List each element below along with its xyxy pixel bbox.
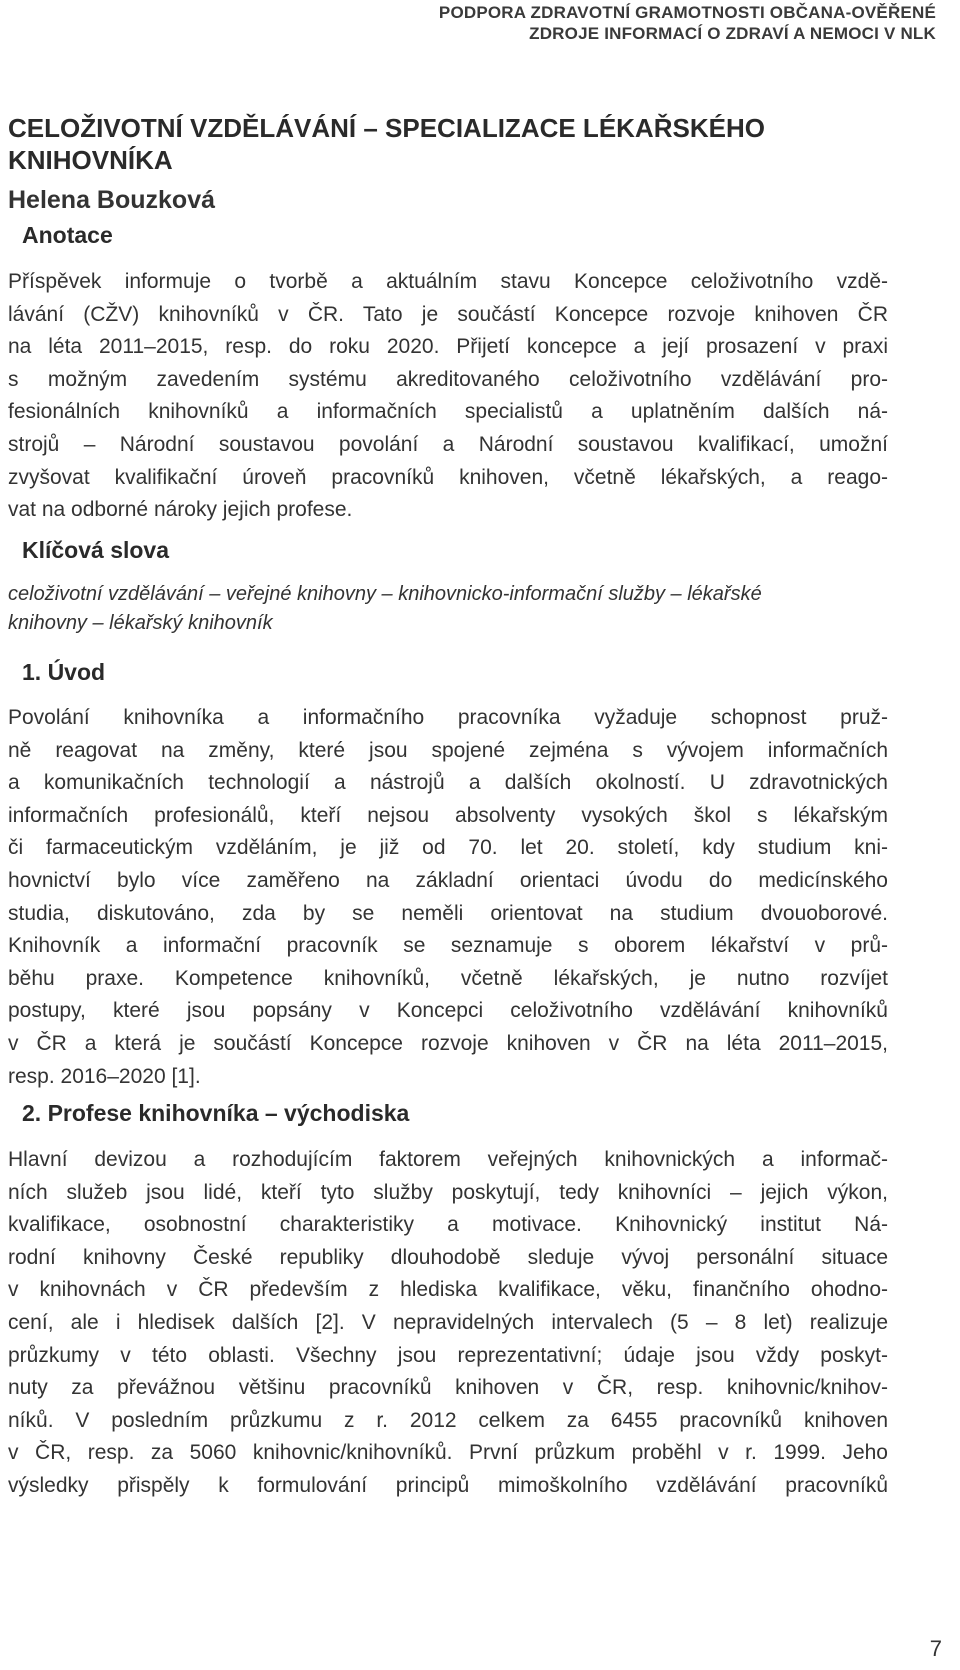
annotation-heading: Anotace [22,222,113,248]
paragraph-line: rodní knihovny České republiky dlouhodobě sleduje vývoj personální situace [8,1245,888,1269]
paragraph-line: v ČR, resp. za 5060 knihovnic/knihovníků. První průzkum proběhl v r. 1999. Jeho [8,1441,888,1465]
running-header-line: PODPORA ZDRAVOTNÍ GRAMOTNOSTI OBČANA-OVĚŘENÉ [438,3,936,22]
paragraph-line: hovnictví bylo více zaměřeno na základní orientaci úvodu do medicínského [8,868,888,892]
paragraph-line: resp. 2016–2020 [1]. [8,1064,201,1088]
keywords-line: knihovny – lékařský knihovník [8,612,273,634]
paragraph-line: Knihovník a informační pracovník se seznamuje s oborem lékařství v prů- [8,934,888,958]
paragraph-line: lávání (CŽV) knihovníků v ČR. Tato je součástí Koncepce rozvoje knihoven ČR [8,302,888,326]
paragraph-line: s možným zavedením systému akreditovaného celoživotního vzdělávání pro- [8,367,888,391]
paragraph-line: níků. V posledním průzkumu z r. 2012 celkem za 6455 pracovníků knihoven [8,1408,888,1432]
author-name: Helena Bouzková [8,186,216,214]
keywords-list [8,580,888,638]
paragraph-line: v knihovnách v ČR především z hlediska kvalifikace, věku, finančního ohodno- [8,1278,888,1302]
paragraph-line: zvyšovat kvalifikační úroveň pracovníků knihoven, včetně lékařských, a reago- [8,465,888,489]
section-heading-profession: 2. Profese knihovníka – východiska [22,1100,410,1126]
paragraph-line: cení, ale i hledisek dalších [2]. V nepravidelných intervalech (5 – 8 let) realizuje [8,1310,888,1334]
paragraph-line: Povolání knihovníka a informačního pracovníka vyžaduje schopnost pruž- [8,706,888,729]
paragraph-line: nuty za převážnou většinu pracovníků knihoven v ČR, resp. knihovnic/knihov- [8,1376,888,1400]
paragraph-line: kvalifikace, osobnostní charakteristiky a motivace. Knihovnický institut Ná- [8,1213,888,1237]
paragraph-line: výsledky přispěly k formulování principů mimoškolního vzdělávání pracovníků [8,1473,888,1497]
article-title-line: KNIHOVNÍKA [8,145,173,175]
annotation-paragraph [8,266,888,527]
paragraph-line: strojů – Národní soustavou povolání a Národní soustavou kvalifikací, umožní [8,432,888,456]
paragraph-line: a komunikačních technologií a nástrojů a dalších okolností. U zdravotnických [8,771,888,795]
paragraph-line: postupy, které jsou popsány v Koncepci celoživotního vzdělávání knihovníků [8,999,888,1023]
paragraph-line: či farmaceutickým vzděláním, je již od 70. let 20. století, kdy studium kni- [8,836,888,860]
section-heading-intro: 1. Úvod [22,659,106,685]
paragraph-line: v ČR a která je součástí Koncepce rozvoje knihoven v ČR na léta 2011–2015, [8,1031,888,1055]
profession-paragraph [8,1144,888,1503]
article-title-line: CELOŽIVOTNÍ VZDĚLÁVÁNÍ – SPECIALIZACE LÉKAŘSKÉHO [8,113,765,143]
paragraph-line: studia, diskutováno, zda by se neměli orientovat na studium dvouoborové. [8,901,888,925]
paragraph-line: ně reagovat na změny, které jsou spojené zejména s vývojem informačních [8,738,888,762]
page-number: 7 [929,1636,942,1661]
paragraph-line: ních služeb jsou lidé, kteří tyto služby poskytují, tedy knihovníci – jejich výkon, [8,1180,888,1204]
running-header-line: ZDROJE INFORMACÍ O ZDRAVÍ A NEMOCI V NLK [529,24,936,43]
paragraph-line: Hlavní devizou a rozhodujícím faktorem veřejných knihovnických a informač- [8,1148,888,1171]
intro-paragraph [8,702,888,1093]
paragraph-line: informačních profesionálů, kteří nejsou absolventy vysokých škol s lékařským [8,803,888,827]
keywords-heading: Klíčová slova [22,537,170,563]
paragraph-line: na léta 2011–2015, resp. do roku 2020. Přijetí koncepce a její prosazení v praxi [8,335,888,359]
keywords-line: celoživotní vzdělávání – veřejné knihovny – knihovnicko-informační služby – lékařské [8,583,762,605]
paragraph-line: běhu praxe. Kompetence knihovníků, včetně lékařských, je nutno rozvíjet [8,966,888,990]
paragraph-line: vat na odborné nároky jejich profese. [8,498,353,522]
article-title [8,112,908,176]
paragraph-line: fesionálních knihovníků a informačních specialistů a uplatněním dalších ná- [8,400,888,424]
running-header [296,2,936,44]
paragraph-line: průzkumy v této oblasti. Všechny jsou reprezentativní; údaje jsou vždy poskyt- [8,1343,888,1367]
paragraph-line: Příspěvek informuje o tvorbě a aktuálním stavu Koncepce celoživotního vzdě- [8,270,888,293]
